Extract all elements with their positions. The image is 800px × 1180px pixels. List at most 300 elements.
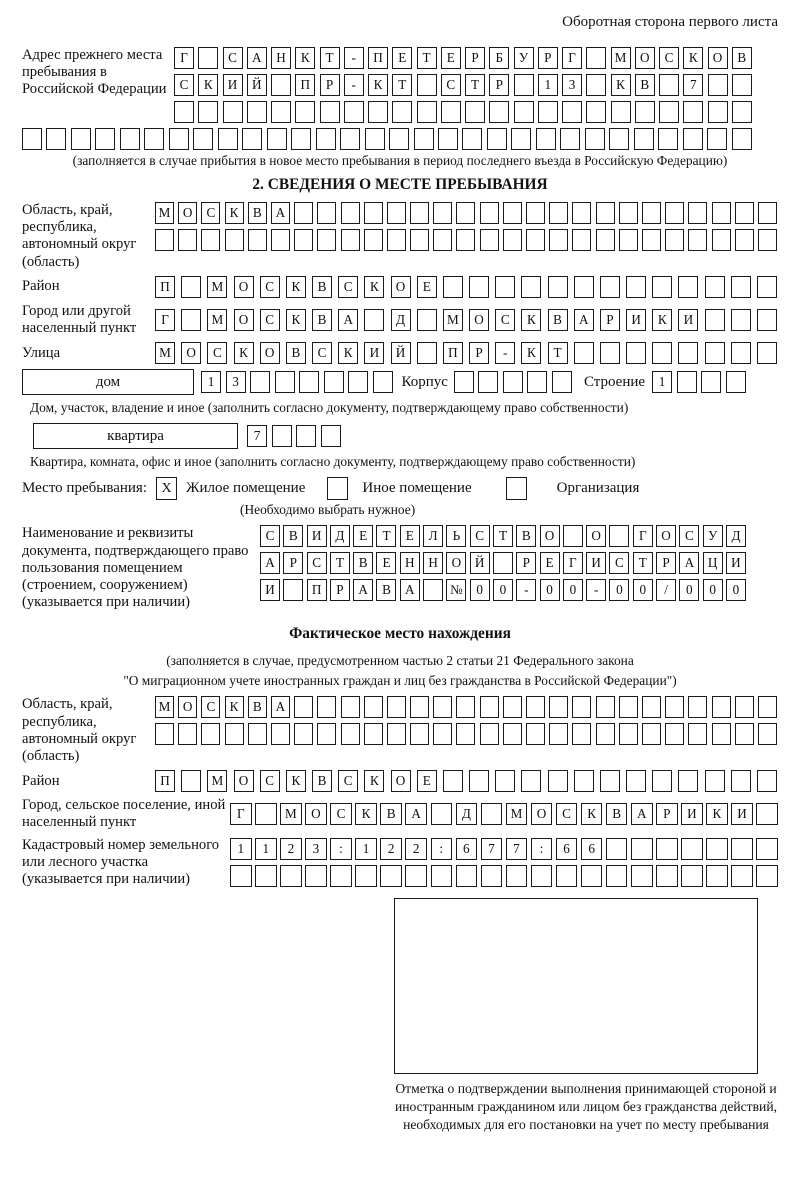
- char-cell: [387, 202, 406, 224]
- char-cell: Е: [400, 525, 420, 547]
- gorod-row: [155, 309, 777, 331]
- char-cell: И: [731, 803, 753, 825]
- char-cell: [480, 723, 499, 745]
- char-cell: [563, 525, 583, 547]
- char-cell: Е: [353, 525, 373, 547]
- char-cell: [706, 838, 728, 860]
- char-cell: [756, 803, 778, 825]
- char-cell: [230, 865, 252, 887]
- char-cell: С: [556, 803, 578, 825]
- char-cell: Т: [392, 74, 412, 96]
- char-cell: Д: [391, 309, 411, 331]
- char-cell: [271, 101, 291, 123]
- char-cell: [480, 202, 499, 224]
- char-cell: 0: [609, 579, 629, 601]
- char-cell: 0: [679, 579, 699, 601]
- char-cell: [606, 838, 628, 860]
- char-cell: Р: [656, 803, 678, 825]
- char-cell: [441, 101, 461, 123]
- char-cell: [248, 723, 267, 745]
- char-cell: В: [516, 525, 536, 547]
- char-cell: [414, 128, 434, 150]
- ulitsa-row: [155, 342, 777, 364]
- char-cell: О: [391, 770, 411, 792]
- char-cell: [316, 128, 336, 150]
- char-cell: [443, 770, 463, 792]
- char-cell: С: [260, 525, 280, 547]
- raion-row: [155, 276, 777, 298]
- char-cell: О: [708, 47, 728, 69]
- oblast-rows: [155, 202, 777, 271]
- char-cell: [526, 202, 545, 224]
- char-cell: А: [247, 47, 267, 69]
- char-cell: [201, 229, 220, 251]
- char-cell: Г: [155, 309, 175, 331]
- mesto-row: [22, 477, 778, 500]
- char-cell: [431, 803, 453, 825]
- char-cell: С: [207, 342, 227, 364]
- char-cell: [272, 425, 292, 447]
- char-cell: В: [283, 525, 303, 547]
- prev-address-rows: [174, 47, 752, 123]
- char-cell: У: [703, 525, 723, 547]
- char-cell: П: [443, 342, 463, 364]
- char-cell: И: [364, 342, 384, 364]
- char-cell: К: [611, 74, 631, 96]
- char-cell: [712, 229, 731, 251]
- char-cell: [341, 202, 360, 224]
- char-cell: К: [286, 276, 306, 298]
- char-cell: С: [312, 342, 332, 364]
- char-cell: [548, 276, 568, 298]
- char-cell: Т: [320, 47, 340, 69]
- prev-address-row-4: [22, 128, 752, 150]
- char-cell: И: [307, 525, 327, 547]
- char-cell: 6: [556, 838, 578, 860]
- mesto-label: Место пребывания:: [22, 480, 147, 497]
- document-row-3: [260, 579, 746, 601]
- char-cell: [503, 696, 522, 718]
- char-cell: С: [174, 74, 194, 96]
- char-cell: Р: [320, 74, 340, 96]
- char-cell: [417, 74, 437, 96]
- char-cell: [174, 101, 194, 123]
- char-cell: [705, 276, 725, 298]
- char-cell: [317, 229, 336, 251]
- char-cell: Т: [633, 552, 653, 574]
- char-cell: [619, 723, 638, 745]
- char-cell: [341, 696, 360, 718]
- char-cell: [341, 229, 360, 251]
- char-cell: [433, 696, 452, 718]
- char-cell: 3: [562, 74, 582, 96]
- char-cell: [295, 101, 315, 123]
- char-cell: [619, 229, 638, 251]
- char-cell: -: [516, 579, 536, 601]
- dom-box: дом: [22, 369, 194, 395]
- char-cell: [255, 865, 277, 887]
- char-cell: [469, 276, 489, 298]
- char-cell: О: [586, 525, 606, 547]
- char-cell: [181, 770, 201, 792]
- char-cell: [155, 723, 174, 745]
- char-cell: [548, 770, 568, 792]
- char-cell: [556, 865, 578, 887]
- char-cell: 6: [456, 838, 478, 860]
- char-cell: [600, 342, 620, 364]
- char-cell: К: [521, 309, 541, 331]
- char-cell: [521, 770, 541, 792]
- ulitsa-field: [22, 342, 778, 364]
- char-cell: [619, 202, 638, 224]
- char-cell: [626, 342, 646, 364]
- char-cell: [536, 128, 556, 150]
- char-cell: Г: [563, 552, 583, 574]
- char-cell: [320, 101, 340, 123]
- char-cell: [572, 229, 591, 251]
- char-cell: М: [207, 309, 227, 331]
- char-cell: [665, 202, 684, 224]
- char-cell: Т: [376, 525, 396, 547]
- char-cell: Д: [330, 525, 350, 547]
- char-cell: [373, 371, 393, 393]
- char-cell: 0: [493, 579, 513, 601]
- char-cell: Е: [540, 552, 560, 574]
- char-cell: [731, 865, 753, 887]
- char-cell: [267, 128, 287, 150]
- char-cell: [562, 101, 582, 123]
- oblast-label: Область, край, республика, автономный округ (область): [22, 202, 137, 270]
- char-cell: [735, 229, 754, 251]
- section2-title: 2. СВЕДЕНИЯ О МЕСТЕ ПРЕБЫВАНИЯ: [252, 176, 548, 193]
- char-cell: О: [446, 552, 466, 574]
- char-cell: [364, 309, 384, 331]
- char-cell: №: [446, 579, 466, 601]
- char-cell: [758, 696, 777, 718]
- char-cell: [299, 371, 319, 393]
- char-cell: [705, 770, 725, 792]
- char-cell: [271, 723, 290, 745]
- char-cell: [757, 276, 777, 298]
- kadastr-row-2: [230, 865, 778, 887]
- char-cell: [169, 128, 189, 150]
- char-cell: [705, 342, 725, 364]
- char-cell: В: [248, 696, 267, 718]
- char-cell: [642, 202, 661, 224]
- char-cell: [294, 723, 313, 745]
- char-cell: О: [391, 276, 411, 298]
- char-cell: -: [586, 579, 606, 601]
- char-cell: [410, 696, 429, 718]
- char-cell: В: [380, 803, 402, 825]
- char-cell: [250, 371, 270, 393]
- char-cell: [294, 696, 313, 718]
- char-cell: [255, 803, 277, 825]
- char-cell: С: [679, 525, 699, 547]
- char-cell: [656, 865, 678, 887]
- stamp-caption: Отметка о подтверждении выполнения принимающей стороной и иностранным гражданином или лицом без гражданства действий, необходимых для его постановки на учет по месту пребывания: [395, 1081, 777, 1132]
- char-cell: А: [405, 803, 427, 825]
- char-cell: [155, 229, 174, 251]
- char-cell: [417, 101, 437, 123]
- char-cell: Р: [516, 552, 536, 574]
- char-cell: Е: [441, 47, 461, 69]
- char-cell: К: [652, 309, 672, 331]
- char-cell: [656, 838, 678, 860]
- fact-title: Фактическое место нахождения: [289, 625, 511, 643]
- char-cell: [705, 309, 725, 331]
- char-cell: [201, 723, 220, 745]
- char-cell: [438, 128, 458, 150]
- char-cell: [405, 865, 427, 887]
- oblast-field: [22, 202, 778, 271]
- char-cell: [574, 276, 594, 298]
- char-cell: [514, 74, 534, 96]
- char-cell: [596, 229, 615, 251]
- char-cell: [317, 202, 336, 224]
- char-cell: [521, 276, 541, 298]
- char-cell: [596, 202, 615, 224]
- char-cell: :: [431, 838, 453, 860]
- char-cell: [596, 696, 615, 718]
- char-cell: 2: [380, 838, 402, 860]
- char-cell: [242, 128, 262, 150]
- char-cell: [712, 723, 731, 745]
- char-cell: [178, 229, 197, 251]
- char-cell: [364, 229, 383, 251]
- char-cell: В: [635, 74, 655, 96]
- char-cell: [549, 202, 568, 224]
- char-cell: О: [234, 309, 254, 331]
- char-cell: -: [344, 47, 364, 69]
- char-cell: И: [726, 552, 746, 574]
- fact-caption-2: "О миграционном учете иностранных граждан и лиц без гражданства в Российской Федерации"): [123, 672, 677, 688]
- char-cell: О: [178, 202, 197, 224]
- char-cell: [511, 128, 531, 150]
- char-cell: Т: [493, 525, 513, 547]
- char-cell: [652, 770, 672, 792]
- char-cell: [683, 101, 703, 123]
- char-cell: [712, 202, 731, 224]
- char-cell: О: [234, 770, 254, 792]
- char-cell: О: [531, 803, 553, 825]
- char-cell: [731, 770, 751, 792]
- char-cell: О: [181, 342, 201, 364]
- dom-caption: Дом, участок, владение и иное (заполнить согласно документу, подтверждающему право собственности): [30, 400, 629, 416]
- char-cell: [392, 101, 412, 123]
- char-cell: 7: [247, 425, 267, 447]
- char-cell: [387, 723, 406, 745]
- char-cell: С: [338, 770, 358, 792]
- char-cell: С: [659, 47, 679, 69]
- char-cell: [652, 342, 672, 364]
- char-cell: [732, 74, 752, 96]
- char-cell: М: [155, 202, 174, 224]
- kvartira-box: квартира: [33, 423, 238, 449]
- char-cell: С: [260, 770, 280, 792]
- char-cell: [387, 696, 406, 718]
- char-cell: Г: [174, 47, 194, 69]
- char-cell: А: [260, 552, 280, 574]
- kvartira-row: [33, 423, 778, 449]
- prev-address-row-1: [174, 47, 752, 69]
- char-cell: А: [679, 552, 699, 574]
- char-cell: Т: [548, 342, 568, 364]
- char-cell: [600, 276, 620, 298]
- char-cell: К: [368, 74, 388, 96]
- char-cell: К: [364, 276, 384, 298]
- char-cell: Б: [489, 47, 509, 69]
- char-cell: П: [368, 47, 388, 69]
- char-cell: П: [155, 770, 175, 792]
- char-cell: [758, 202, 777, 224]
- fact-gorod-field: [22, 797, 778, 831]
- char-cell: М: [280, 803, 302, 825]
- gorod-label: Город или другой населенный пункт: [22, 302, 137, 337]
- char-cell: [443, 276, 463, 298]
- char-cell: О: [540, 525, 560, 547]
- confirmation-stamp-box: [394, 898, 758, 1074]
- char-cell: [181, 309, 201, 331]
- char-cell: Т: [330, 552, 350, 574]
- char-cell: Р: [656, 552, 676, 574]
- char-cell: [678, 342, 698, 364]
- char-cell: Р: [283, 552, 303, 574]
- char-cell: И: [586, 552, 606, 574]
- char-cell: 3: [305, 838, 327, 860]
- char-cell: [218, 128, 238, 150]
- char-cell: И: [223, 74, 243, 96]
- char-cell: Р: [465, 47, 485, 69]
- char-cell: А: [338, 309, 358, 331]
- char-cell: [708, 101, 728, 123]
- char-cell: О: [260, 342, 280, 364]
- char-cell: [735, 202, 754, 224]
- char-cell: О: [178, 696, 197, 718]
- kadastr-rows: [230, 838, 778, 887]
- char-cell: [283, 579, 303, 601]
- char-cell: С: [441, 74, 461, 96]
- char-cell: Й: [247, 74, 267, 96]
- char-cell: [465, 101, 485, 123]
- char-cell: Т: [465, 74, 485, 96]
- char-cell: [503, 371, 523, 393]
- ulitsa-label: Улица: [22, 344, 61, 361]
- char-cell: [481, 803, 503, 825]
- char-cell: [365, 128, 385, 150]
- char-cell: [178, 723, 197, 745]
- char-cell: [503, 229, 522, 251]
- char-cell: С: [495, 309, 515, 331]
- document-rows: [260, 525, 746, 611]
- char-cell: [758, 229, 777, 251]
- char-cell: П: [155, 276, 175, 298]
- char-cell: Р: [538, 47, 558, 69]
- char-cell: [95, 128, 115, 150]
- char-cell: В: [286, 342, 306, 364]
- fact-gorod-row: [230, 803, 778, 825]
- prev-address-row-3: [174, 101, 752, 123]
- char-cell: [506, 865, 528, 887]
- char-cell: [596, 723, 615, 745]
- char-cell: [294, 229, 313, 251]
- char-cell: 1: [652, 371, 672, 393]
- char-cell: А: [353, 579, 373, 601]
- char-cell: [198, 47, 218, 69]
- char-cell: [626, 770, 646, 792]
- char-cell: [708, 74, 728, 96]
- char-cell: И: [626, 309, 646, 331]
- char-cell: [198, 101, 218, 123]
- mesto-caption: (Необходимо выбрать нужное): [240, 502, 416, 518]
- char-cell: [431, 865, 453, 887]
- char-cell: [658, 128, 678, 150]
- char-cell: 1: [201, 371, 221, 393]
- char-cell: С: [260, 276, 280, 298]
- char-cell: [480, 696, 499, 718]
- fact-oblast-label: Область, край, республика, автономный округ (область): [22, 696, 137, 764]
- char-cell: [706, 865, 728, 887]
- char-cell: [642, 229, 661, 251]
- char-cell: 1: [538, 74, 558, 96]
- char-cell: [527, 371, 547, 393]
- char-cell: [611, 101, 631, 123]
- char-cell: [321, 425, 341, 447]
- prev-address-field: [22, 47, 778, 123]
- char-cell: В: [248, 202, 267, 224]
- char-cell: А: [400, 579, 420, 601]
- char-cell: 1: [255, 838, 277, 860]
- char-cell: [732, 128, 752, 150]
- char-cell: С: [470, 525, 490, 547]
- char-cell: [586, 101, 606, 123]
- char-cell: [757, 770, 777, 792]
- char-cell: В: [312, 770, 332, 792]
- char-cell: [480, 229, 499, 251]
- char-cell: [526, 696, 545, 718]
- char-cell: Т: [417, 47, 437, 69]
- char-cell: 0: [470, 579, 490, 601]
- char-cell: 7: [683, 74, 703, 96]
- zhiloe-label: Жилое помещение: [186, 480, 306, 497]
- raion-label: Район: [22, 278, 60, 295]
- char-cell: [275, 371, 295, 393]
- char-cell: Р: [489, 74, 509, 96]
- char-cell: В: [312, 309, 332, 331]
- char-cell: К: [355, 803, 377, 825]
- char-cell: [688, 696, 707, 718]
- char-cell: [677, 371, 697, 393]
- char-cell: [678, 276, 698, 298]
- char-cell: Г: [562, 47, 582, 69]
- char-cell: 3: [226, 371, 246, 393]
- prev-address-label: Адрес прежнего места пребывания в Российской Федерации: [22, 47, 167, 98]
- char-cell: [247, 101, 267, 123]
- char-cell: [585, 128, 605, 150]
- char-cell: [688, 723, 707, 745]
- char-cell: К: [521, 342, 541, 364]
- kvartira-cells: [247, 425, 341, 447]
- char-cell: У: [514, 47, 534, 69]
- char-cell: И: [681, 803, 703, 825]
- char-cell: [433, 202, 452, 224]
- char-cell: [344, 101, 364, 123]
- char-cell: [560, 128, 580, 150]
- char-cell: [531, 865, 553, 887]
- char-cell: В: [353, 552, 373, 574]
- document-row-2: [260, 552, 746, 574]
- char-cell: А: [574, 309, 594, 331]
